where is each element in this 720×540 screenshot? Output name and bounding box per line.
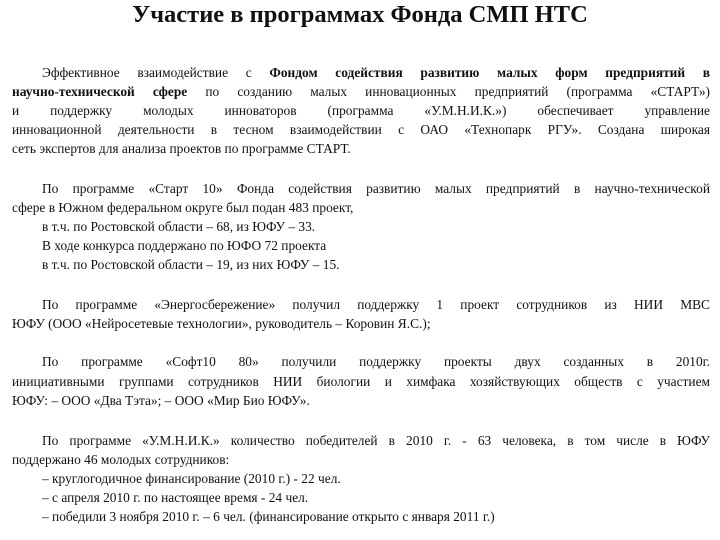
para4-line-2: инициативными группами сотрудников НИИ биологии и химфака хозяйствующих обществ с участием: [12, 374, 710, 389]
para5-line-1: По программе «У.М.Н.И.К.» количество победителей в 2010 г. - 63 человека, в том числе в ЮФУ: [42, 433, 710, 448]
para1-line-4: инновационной деятельности в тесном взаимодействии с ОАО «Технопарк РГУ». Создана широкая: [12, 122, 710, 137]
para3-line-1: По программе «Энергосбережение» получил поддержку 1 проект сотрудников из НИИ МВС: [42, 297, 710, 312]
para2-line-4: В ходе конкурса поддержано по ЮФО 72 проекта: [42, 238, 327, 253]
para1-line-2: [12, 83, 710, 101]
para5-line-5: – победили 3 ноября 2010 г. – 6 чел. (финансирование открыто с января 2011 г.): [42, 509, 495, 524]
para5-line-2: поддержано 46 молодых сотрудников:: [12, 452, 230, 467]
para1-line-2-text: по созданию малых инновационных предприятий (программа «СТАРТ»): [187, 84, 710, 99]
para2-line-2: сфере в Южном федеральном округе был подан 483 проект,: [12, 200, 354, 215]
para5-line-3: – круглогодичное финансирование (2010 г.) - 22 чел.: [42, 471, 341, 486]
para1-line-1-text: Эффективное взаимодействие с: [42, 65, 270, 80]
para1-line-5: сеть экспертов для анализа проектов по программе СТАРТ.: [12, 141, 351, 156]
sector-bold: научно-технической сфере: [12, 84, 188, 99]
para3-line-2: ЮФУ (ООО «Нейросетевые технологии», руководитель – Коровин Я.С.);: [12, 316, 431, 331]
para1-line-1: [42, 64, 710, 82]
slide-title: Участие в программах Фонда СМП НТС: [132, 1, 588, 28]
para2-line-3: в т.ч. по Ростовской области – 68, из ЮФУ – 33.: [42, 219, 316, 234]
para1-line-3: и поддержку молодых инноваторов (программа «У.М.Н.И.К.») обеспечивает управление: [12, 103, 710, 118]
para5-line-4: – с апреля 2010 г. по настоящее время - 24 чел.: [42, 490, 309, 505]
para2-line-5: в т.ч. по Ростовской области – 19, из них ЮФУ – 15.: [42, 257, 340, 272]
para4-line-3: ЮФУ: – ООО «Два Тэта»; – ООО «Мир Био ЮФУ».: [12, 393, 310, 408]
para2-line-1: По программе «Старт 10» Фонда содействия развитию малых предприятий в научно-технической: [42, 181, 710, 196]
fund-name-bold: Фондом содействия развитию малых форм предприятий в: [269, 65, 710, 80]
para4-line-1: По программе «Софт10 80» получили поддержку проекты двух созданных в 2010г.: [42, 354, 710, 369]
